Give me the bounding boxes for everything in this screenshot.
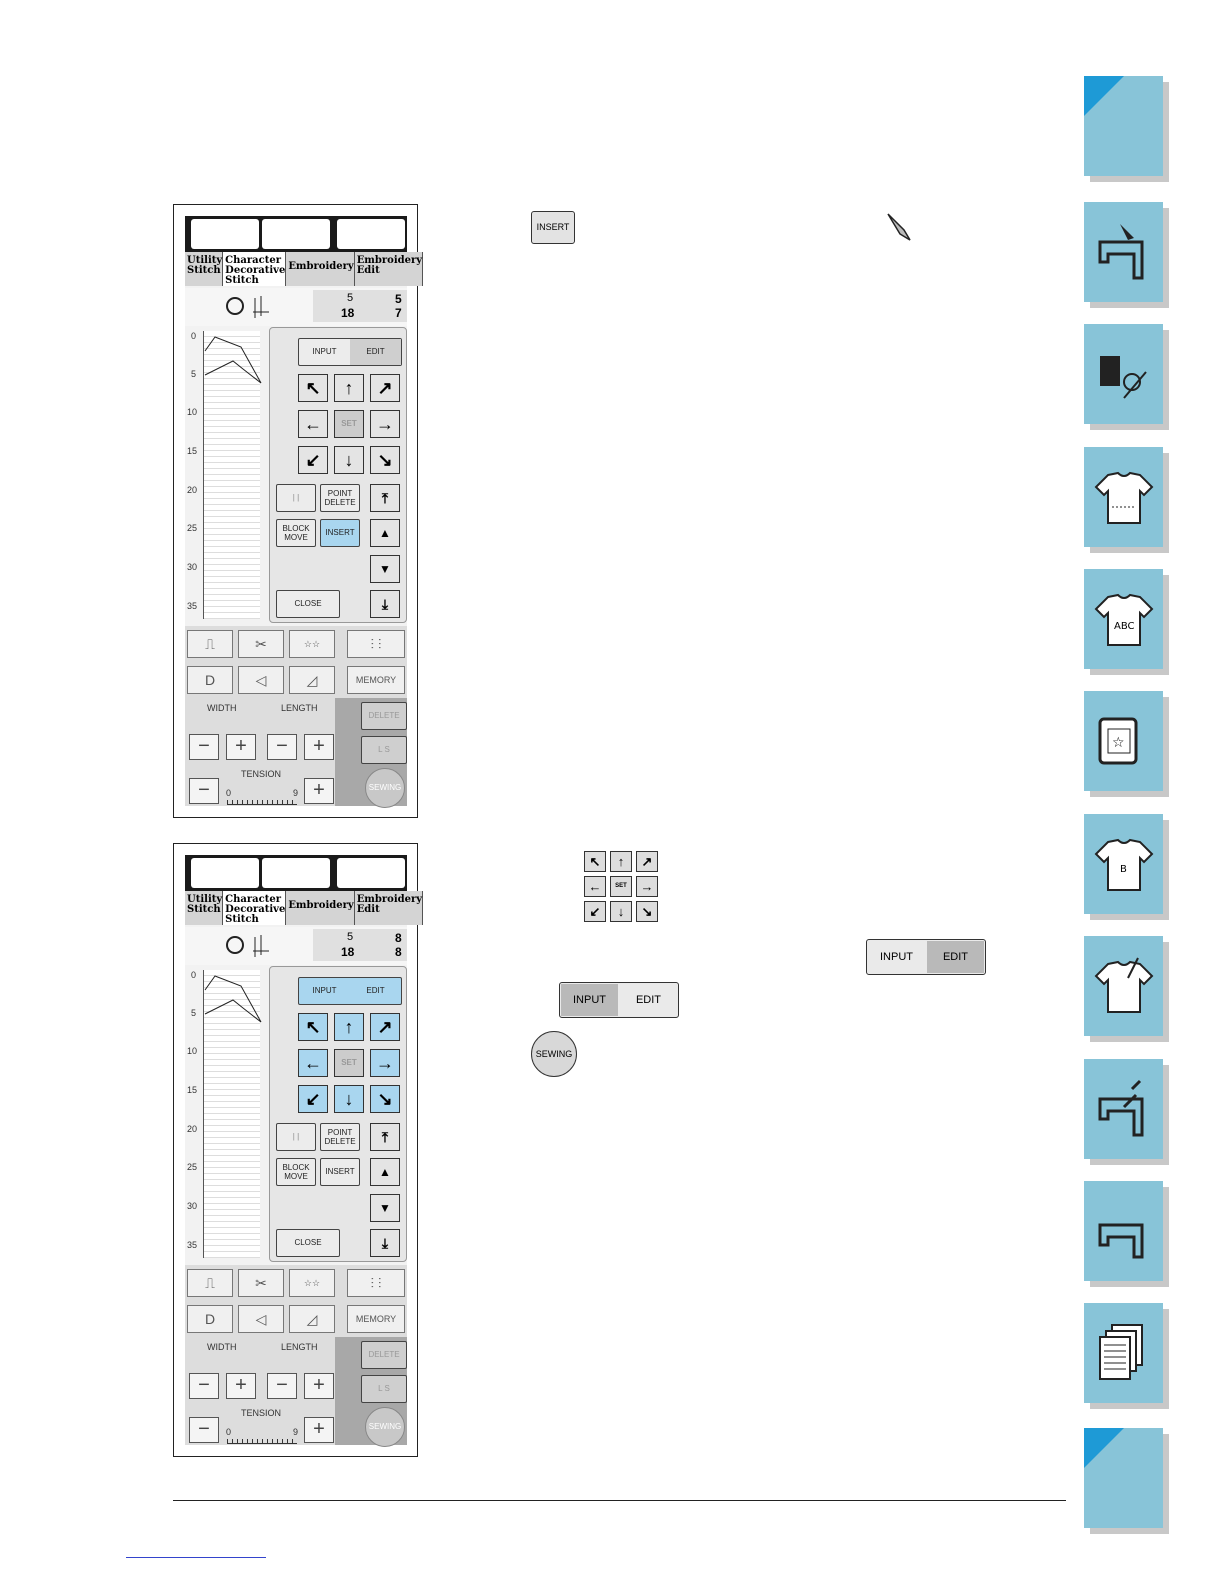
stitch-counter xyxy=(313,929,407,961)
arrow-down-right[interactable]: ↘ xyxy=(370,446,400,474)
ruler-0: 0 xyxy=(191,970,197,980)
pen-icon xyxy=(884,210,916,244)
lower-controls xyxy=(185,626,407,806)
ruler-35: 35 xyxy=(187,1240,198,1250)
arrow-down-left[interactable]: ↙ xyxy=(298,1085,328,1113)
svg-text:B: B xyxy=(1120,864,1127,875)
needle-mode-icon[interactable]: ⫶ ⫶ xyxy=(347,1269,405,1297)
scroll-up-button[interactable]: ▲ xyxy=(370,519,400,547)
ruler-20: 20 xyxy=(187,1124,198,1134)
length-plus-button[interactable]: + xyxy=(304,734,334,760)
set-button[interactable]: SET xyxy=(334,1049,364,1077)
footer-link-underline[interactable] xyxy=(126,1557,266,1558)
length-label: LENGTH xyxy=(281,1342,318,1352)
arrow-left[interactable]: ← xyxy=(298,410,328,438)
block-move-button[interactable]: BLOCK MOVE xyxy=(276,519,316,547)
status-bar xyxy=(185,927,407,965)
scroll-down-button[interactable]: ▼ xyxy=(370,555,400,583)
arrow-right[interactable]: → xyxy=(370,410,400,438)
help-icon[interactable] xyxy=(262,858,330,888)
width-minus-button[interactable]: − xyxy=(189,734,219,760)
grid-ruler xyxy=(185,966,269,1262)
delete-button[interactable]: DELETE xyxy=(361,1341,407,1369)
insert-button[interactable]: INSERT xyxy=(320,1158,360,1186)
arrow-down[interactable]: ↓ xyxy=(334,446,364,474)
edit-area xyxy=(269,966,407,1262)
tension-max: 9 xyxy=(293,788,299,798)
top-bar xyxy=(185,216,407,252)
arrow-up-right[interactable]: ↗ xyxy=(370,374,400,402)
width-value: 8 xyxy=(395,945,402,959)
total-points: 18 xyxy=(341,945,355,959)
footer-rule xyxy=(173,1500,1066,1501)
chapter-tab-appendix[interactable] xyxy=(1084,1303,1163,1403)
shirt-design-icon xyxy=(1094,832,1154,896)
lcd-screen-2 xyxy=(173,843,423,1457)
mirror-icon[interactable]: ◿ xyxy=(289,666,335,694)
height-value: 8 xyxy=(395,931,402,945)
chapter-tab-bottom[interactable] xyxy=(1084,1428,1163,1528)
pause-button[interactable]: | | xyxy=(276,1123,316,1151)
tension-scale xyxy=(227,1439,297,1444)
tab-embroidery[interactable]: Embroidery xyxy=(286,891,354,925)
tension-max: 9 xyxy=(293,1427,299,1437)
chapter-tab-character[interactable] xyxy=(1084,569,1163,669)
insert-key-icon: INSERT xyxy=(531,211,575,244)
width-minus-button[interactable]: − xyxy=(189,1373,219,1399)
edit-area xyxy=(269,327,407,623)
ls-button[interactable]: L S xyxy=(361,736,407,764)
block-move-button[interactable]: BLOCK MOVE xyxy=(276,1158,316,1186)
width-plus-button[interactable]: + xyxy=(226,734,256,760)
height-value: 5 xyxy=(395,292,402,306)
arrow-left[interactable]: ← xyxy=(298,1049,328,1077)
input-label: INPUT xyxy=(312,347,337,356)
edit-label: EDIT xyxy=(366,986,385,995)
maintenance-icon xyxy=(1094,1077,1154,1141)
width-label: WIDTH xyxy=(207,1342,237,1352)
ruler-35: 35 xyxy=(187,601,198,611)
length-label: LENGTH xyxy=(281,703,318,713)
point-delete-button[interactable]: POINT DELETE xyxy=(320,1123,360,1151)
svg-text:☆: ☆ xyxy=(1112,735,1125,751)
jump-bottom-button[interactable]: ⤓ xyxy=(370,1229,400,1257)
input-edit-key-input-active xyxy=(559,982,679,1018)
settings-icon[interactable] xyxy=(337,858,405,888)
bobbin-needle-icon xyxy=(225,933,281,961)
jump-bottom-button[interactable]: ⤓ xyxy=(370,590,400,618)
input-label: INPUT xyxy=(312,986,337,995)
ruler-20: 20 xyxy=(187,485,198,495)
tension-min: 0 xyxy=(226,788,232,798)
tab-embroidery-edit[interactable]: Embroidery Edit xyxy=(355,891,423,925)
reverse-stitch-icon[interactable]: ⎍ xyxy=(187,630,233,658)
chapter-tab-embroidery[interactable] xyxy=(1084,691,1163,791)
ruler-15: 15 xyxy=(187,446,198,456)
total-points: 18 xyxy=(341,306,355,320)
input-label: INPUT xyxy=(561,984,618,1016)
pattern-icon[interactable]: ☆☆ xyxy=(289,1269,335,1297)
width-plus-button[interactable]: + xyxy=(226,1373,256,1399)
arrow-down-left[interactable]: ↙ xyxy=(298,446,328,474)
help-icon[interactable] xyxy=(262,219,330,249)
lcd-screen-1 xyxy=(173,204,423,818)
width-label: WIDTH xyxy=(207,703,237,713)
tension-minus-button[interactable]: − xyxy=(189,1417,219,1443)
input-label: INPUT xyxy=(880,951,913,963)
memory-button[interactable]: MEMORY xyxy=(347,666,405,694)
ruler-30: 30 xyxy=(187,1201,198,1211)
insert-button[interactable]: INSERT xyxy=(320,519,360,547)
chapter-tab-top[interactable] xyxy=(1084,76,1163,176)
ruler-25: 25 xyxy=(187,1162,198,1172)
arrow-down-right[interactable]: ↘ xyxy=(370,1085,400,1113)
sewing-machine-icon xyxy=(1094,220,1154,284)
status-bar xyxy=(185,288,407,326)
shirt-abc-icon xyxy=(1094,587,1154,651)
sewing-key-icon: SEWING xyxy=(531,1031,577,1077)
arrow-down[interactable]: ↓ xyxy=(334,1085,364,1113)
jump-top-button[interactable]: ⤒ xyxy=(370,1123,400,1151)
scroll-up-button[interactable]: ▲ xyxy=(370,1158,400,1186)
point-delete-button[interactable]: POINT DELETE xyxy=(320,484,360,512)
embroidery-frame-icon xyxy=(1094,709,1154,773)
length-plus-button[interactable]: + xyxy=(304,1373,334,1399)
lower-controls xyxy=(185,1265,407,1445)
scissors-icon[interactable]: ✂ xyxy=(238,630,284,658)
tension-plus-button[interactable]: + xyxy=(304,778,334,804)
ruler-15: 15 xyxy=(187,1085,198,1095)
pause-button[interactable]: | | xyxy=(276,484,316,512)
book-icon[interactable] xyxy=(191,219,259,249)
tension-plus-button[interactable]: + xyxy=(304,1417,334,1443)
ruler-10: 10 xyxy=(187,1046,198,1056)
edit-label: EDIT xyxy=(350,339,401,365)
arrow-up[interactable]: ↑ xyxy=(334,1013,364,1041)
arrow-up-left[interactable]: ↖ xyxy=(298,1013,328,1041)
tab-character-decorative[interactable]: Character Decorative Stitch xyxy=(223,891,286,925)
stitch-path xyxy=(203,331,263,391)
close-button[interactable]: CLOSE xyxy=(276,1229,340,1257)
shirt-pen-icon xyxy=(1094,954,1154,1018)
input-edit-toggle[interactable] xyxy=(298,338,402,366)
settings-icon[interactable] xyxy=(337,219,405,249)
arrow-up-left[interactable]: ↖ xyxy=(298,374,328,402)
edit-label: EDIT xyxy=(927,941,984,973)
width-value: 7 xyxy=(395,306,402,320)
input-edit-toggle[interactable] xyxy=(298,977,402,1005)
tab-embroidery-edit[interactable]: Embroidery Edit xyxy=(355,252,423,286)
current-point: 5 xyxy=(347,931,354,943)
arrow-keys-icon: ↖ ↑ ↗ ← SET → ↙ ↓ ↘ xyxy=(584,851,660,923)
tab-character-decorative[interactable]: Character Decorative Stitch xyxy=(223,252,286,286)
delete-button[interactable]: DELETE xyxy=(361,702,407,730)
mirror-horizontal-icon[interactable]: ◁ xyxy=(238,666,284,694)
mode-tabs xyxy=(185,252,423,286)
top-bar xyxy=(185,855,407,891)
ruler-30: 30 xyxy=(187,562,198,572)
machine-outline-icon xyxy=(1094,1199,1154,1263)
tab-utility-stitch[interactable]: Utility Stitch xyxy=(185,891,223,925)
close-button[interactable]: CLOSE xyxy=(276,590,340,618)
chapter-tab-threads[interactable] xyxy=(1084,324,1163,424)
set-button[interactable]: SET xyxy=(334,410,364,438)
ruler-0: 0 xyxy=(191,331,197,341)
arrow-right[interactable]: → xyxy=(370,1049,400,1077)
mirror-vertical-icon[interactable]: D xyxy=(187,1305,233,1333)
ruler-5: 5 xyxy=(191,1008,197,1018)
grid-ruler xyxy=(185,327,269,623)
arrow-up-right[interactable]: ↗ xyxy=(370,1013,400,1041)
documents-icon xyxy=(1094,1321,1154,1385)
ruler-10: 10 xyxy=(187,407,198,417)
mirror-icon[interactable]: ◿ xyxy=(289,1305,335,1333)
chapter-tab-maintenance[interactable] xyxy=(1084,1059,1163,1159)
mirror-horizontal-icon[interactable]: ◁ xyxy=(238,1305,284,1333)
tab-embroidery[interactable]: Embroidery xyxy=(286,252,354,286)
shirt-icon xyxy=(1094,465,1154,529)
ruler-25: 25 xyxy=(187,523,198,533)
stitch-path xyxy=(203,970,263,1030)
input-edit-key-edit-active xyxy=(866,939,986,975)
length-minus-button[interactable]: − xyxy=(267,734,297,760)
tension-label: TENSION xyxy=(241,1408,282,1418)
mode-tabs xyxy=(185,891,423,925)
thread-spool-icon xyxy=(1094,342,1154,406)
pattern-icon[interactable]: ☆☆ xyxy=(289,630,335,658)
tension-minus-button[interactable]: − xyxy=(189,778,219,804)
tension-scale xyxy=(227,800,297,805)
chapter-tab-custom[interactable] xyxy=(1084,936,1163,1036)
current-point: 5 xyxy=(347,292,354,304)
length-minus-button[interactable]: − xyxy=(267,1373,297,1399)
arrow-up[interactable]: ↑ xyxy=(334,374,364,402)
reverse-stitch-icon[interactable]: ⎍ xyxy=(187,1269,233,1297)
mirror-vertical-icon[interactable]: D xyxy=(187,666,233,694)
ruler-5: 5 xyxy=(191,369,197,379)
sewing-button[interactable]: SEWING xyxy=(365,768,405,808)
tension-min: 0 xyxy=(226,1427,232,1437)
stitch-counter xyxy=(313,290,407,322)
memory-button[interactable]: MEMORY xyxy=(347,1305,405,1333)
sewing-button[interactable]: SEWING xyxy=(365,1407,405,1447)
scissors-icon[interactable]: ✂ xyxy=(238,1269,284,1297)
chapter-tab-embroidery-edit[interactable] xyxy=(1084,814,1163,914)
ls-button[interactable]: L S xyxy=(361,1375,407,1403)
tab-utility-stitch[interactable]: Utility Stitch xyxy=(185,252,223,286)
chapter-tab-machine[interactable] xyxy=(1084,1181,1163,1281)
tension-label: TENSION xyxy=(241,769,282,779)
scroll-down-button[interactable]: ▼ xyxy=(370,1194,400,1222)
book-icon[interactable] xyxy=(191,858,259,888)
needle-mode-icon[interactable]: ⫶ ⫶ xyxy=(347,630,405,658)
chapter-tab-utility[interactable] xyxy=(1084,447,1163,547)
set-key-icon: SET xyxy=(610,876,632,897)
edit-label: EDIT xyxy=(635,994,662,1006)
svg-text:ABC: ABC xyxy=(1114,621,1135,632)
bobbin-needle-icon xyxy=(225,294,281,322)
chapter-tab-sewing-machine[interactable] xyxy=(1084,202,1163,302)
jump-top-button[interactable]: ⤒ xyxy=(370,484,400,512)
